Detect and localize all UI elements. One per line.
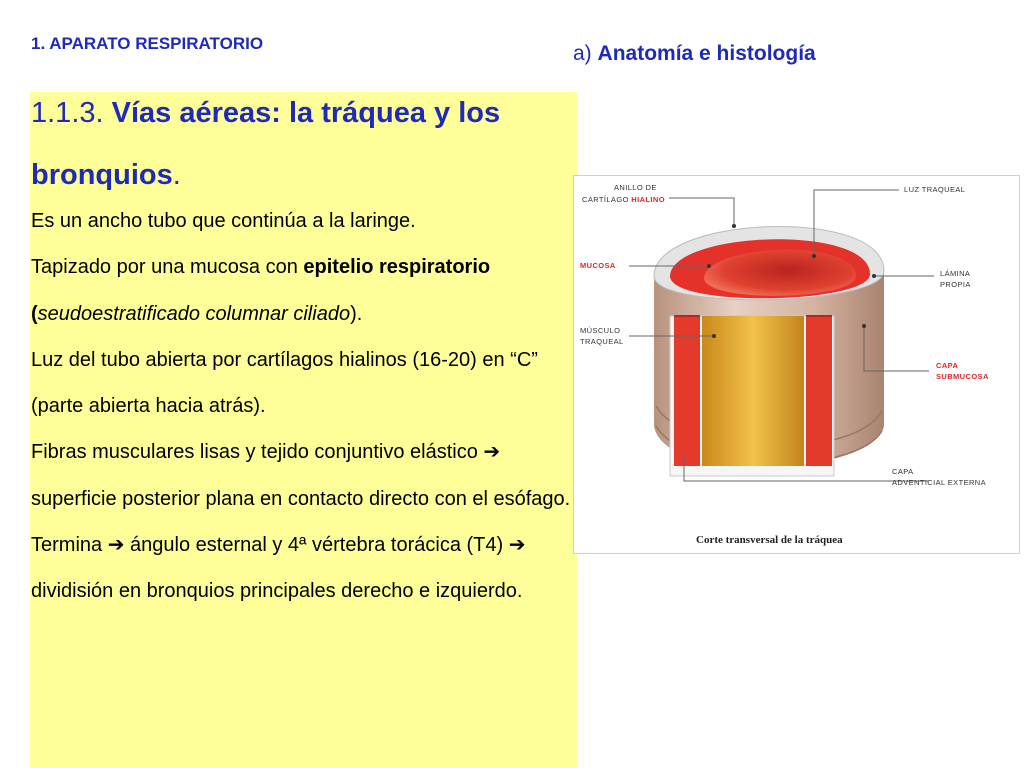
- label-lamina-2: PROPIA: [940, 280, 971, 289]
- p2-italic: seudoestratificado columnar ciliado: [37, 302, 351, 325]
- paragraph-1: Es un ancho tubo que continúa a la laringe.: [31, 210, 416, 232]
- arrow-icon: ➔: [107, 534, 125, 557]
- title-text: Vías aéreas: la tráquea y los bronquios: [31, 97, 501, 191]
- p2-paren-close: ).: [350, 302, 363, 325]
- figure-caption: Corte transversal de la tráquea: [696, 534, 843, 546]
- title-number: 1.1.3.: [31, 97, 104, 129]
- label-luz-traqueal: LUZ TRAQUEAL: [904, 185, 966, 194]
- label-capa-sub-2: SUBMUCOSA: [936, 372, 989, 381]
- label-anillo-2: CARTÍLAGO HIALINO: [582, 195, 665, 204]
- p4-text-a: Fibras musculares lisas y tejido conjuntivo elástico: [31, 441, 478, 464]
- paragraph-2: [31, 244, 571, 337]
- body-text: [31, 198, 571, 615]
- p2-text-a: Tapizado por una mucosa con: [31, 256, 304, 279]
- muscle-block: [702, 316, 804, 466]
- label-mucosa: MUCOSA: [580, 261, 616, 270]
- label-musculo-1: MÚSCULO: [580, 326, 621, 335]
- label-capa-adv-2: ADVENTICIAL EXTERNA: [892, 478, 987, 487]
- p5-text-c: dividisión en bronquios principales derecho e izquierdo.: [31, 580, 523, 603]
- trachea-cross-section-drawing: [574, 176, 1019, 553]
- p4-text-b: superficie posterior plana en contacto directo con el esófago.: [31, 487, 571, 510]
- label-lamina-1: LÁMINA: [940, 269, 971, 278]
- subsection-prefix: a): [573, 42, 592, 65]
- label-capa-adv-1: CAPA: [892, 467, 914, 476]
- arrow-icon: ➔: [508, 534, 526, 557]
- trachea-illustration: [573, 175, 1020, 554]
- paragraph-5: [31, 522, 571, 615]
- p5-text-b: ángulo esternal y 4ª vértebra torácica (T4): [130, 534, 504, 557]
- p2-bold: epitelio respiratorio: [303, 256, 491, 279]
- title-period: .: [172, 159, 181, 191]
- arrow-icon: ➔: [483, 441, 501, 464]
- paragraph-4: [31, 429, 571, 522]
- mucosa-strip: [674, 316, 700, 466]
- paragraph-3: Luz del tubo abierta por cartílagos hialinos (16-20) en “C” (parte abierta hacia atrás).: [31, 348, 538, 418]
- section-heading: 1. APARATO RESPIRATORIO: [31, 34, 264, 53]
- label-anillo-1: ANILLO DE: [614, 183, 657, 192]
- submucosa-strip: [806, 316, 832, 466]
- slide-title: [31, 82, 571, 206]
- subsection-heading: [573, 42, 816, 66]
- p2-paren-open: (: [31, 302, 38, 325]
- p5-text-a: Termina: [31, 534, 103, 557]
- label-capa-sub-1: CAPA: [936, 361, 959, 370]
- subsection-title: Anatomía e histología: [597, 42, 816, 65]
- label-musculo-2: TRAQUEAL: [580, 337, 624, 346]
